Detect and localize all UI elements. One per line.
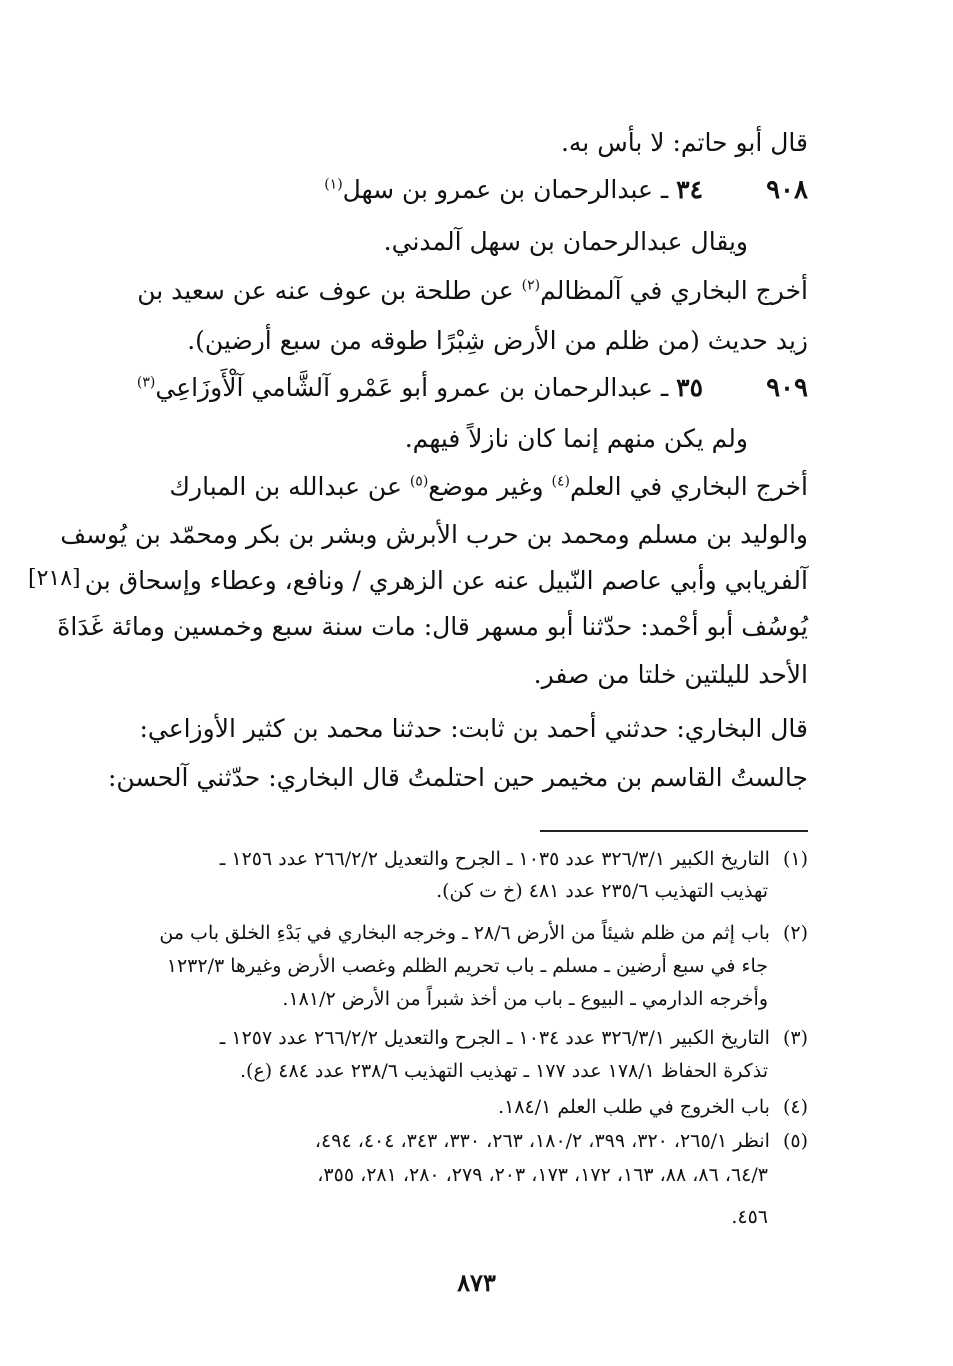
footnote-3-line-2: تذكرة الحفاظ ١٧٨/١ عدد ١٧٧ ـ تهذيب التهذيب ٢٣٨/٦ عدد ٤٨٤ (ع). bbox=[240, 1060, 768, 1082]
footnote-2-line-2: جاء في سبع أرضين ـ مسلم ـ باب تحريم الظلم وغصب الأرض وغيرها ١٢٣٢/٣ bbox=[166, 955, 768, 977]
entry-909-text-1a: أخرج البخاري في العلم bbox=[569, 472, 808, 501]
entry-title-909 bbox=[137, 373, 703, 402]
page-number: ٨٧٣ bbox=[457, 1268, 496, 1297]
entry-909-text-line-6: قال البخاري: حدثني أحمد بن ثابت: حدثنا محمد بن كثير الأوزاعي: bbox=[139, 714, 808, 743]
footnote-mark-2: (٢) bbox=[521, 277, 541, 294]
footnote-mark-1: (١) bbox=[324, 176, 343, 193]
margin-page-reference: [٢١٨] bbox=[28, 566, 81, 591]
footnote-4-text-1: باب الخروج في طلب العلم ١٨٤/١. bbox=[498, 1096, 770, 1118]
entry-909-text-1c: عن عبدالله بن المبارك bbox=[169, 472, 410, 501]
footnote-1-text-1: التاريخ الكبير ٣٢٦/٣/١ عدد ١٠٣٥ ـ الجرح والتعديل ٢٦٦/٢/٢ عدد ١٢٥٦ ـ bbox=[219, 848, 770, 870]
entry-909-text-line-3: آلفريابي وأبي عاصم النّبيل عنه عن الزهري / ونافع، وعطاء وإسحاق بن bbox=[84, 566, 808, 595]
entry-908-text-1b: عن طلحة بن عوف عنه عن سعيد بن bbox=[137, 276, 522, 305]
entry-908-text-1a: أخرج البخاري في آلمظالم bbox=[540, 276, 808, 305]
entry-909-note: ولم يكن منهم إنما كان نازلاً فيهم. bbox=[404, 424, 748, 453]
footnote-3-text-1: التاريخ الكبير ٣٢٦/٣/١ عدد ١٠٣٤ ـ الجرح والتعديل ٢٦٦/٢/٢ عدد ١٢٥٧ ـ bbox=[219, 1027, 770, 1049]
footnote-mark-4: (٤) bbox=[551, 473, 570, 490]
entry-909-text-line-4: يُوسُف أبو أحْمد: حدّثنا أبو مسهر قال: مات سنة سبع وخمسين ومائة غَدَاةَ bbox=[57, 612, 808, 641]
entry-909-text-line-5: الأحد لليلتين خلتا من صفر. bbox=[533, 660, 808, 689]
entry-909-text-1b: وغير موضع bbox=[428, 472, 552, 501]
footnote-5-number: (٥) bbox=[782, 1130, 808, 1152]
body-line-abu-hatim: قال أبو حاتم: لا بأس به. bbox=[560, 128, 808, 157]
footnote-5-line-3: ٤٥٦. bbox=[731, 1206, 768, 1228]
footnote-5-text-1: انظر ٢٦٥/١، ٣٢٠، ٣٩٩، ١٨٠/٢، ٢٦٣، ٣٣٠، ٣٤٣، ٤٠٤، ٤٩٤، bbox=[314, 1130, 770, 1152]
footnote-separator bbox=[540, 830, 808, 832]
footnote-1-line-1 bbox=[108, 848, 808, 871]
footnote-4-line-1 bbox=[108, 1096, 808, 1119]
footnote-mark-5: (٥) bbox=[409, 473, 429, 490]
entry-909-text-line-2: والوليد بن مسلم ومحمد بن حرب الأبرش وبشر بن بكر ومحمّد بن يُوسف bbox=[60, 520, 808, 549]
entry-seq-908: ٣٤ bbox=[676, 175, 703, 204]
entry-name-908: ـ عبدالرحمان بن عمرو بن سهل bbox=[342, 175, 669, 204]
entry-908-text-line-2: زيد حديث (من ظلم من الأرض شِبْرًا طوقه من سبع أرضين). bbox=[187, 326, 808, 355]
entry-909-text-line-7: جالستُ القاسم بن مخيمر حين احتلمتُ قال البخاري: حدّثني آلحسن: bbox=[107, 763, 808, 792]
footnote-3-number: (٣) bbox=[782, 1027, 808, 1049]
entry-number-909: ٩٠٩ bbox=[766, 373, 808, 403]
entry-908-alt-name: ويقال عبدالرحمان بن سهل آلمدني. bbox=[383, 227, 748, 256]
entry-909-text-line-1 bbox=[108, 472, 808, 502]
footnote-1-number: (١) bbox=[782, 848, 808, 870]
entry-number-908: ٩٠٨ bbox=[766, 175, 808, 205]
entry-name-909: ـ عبدالرحمان بن عمرو أبو عَمْرو آلشَّامي آلْأَوزَاعِي bbox=[155, 373, 669, 402]
footnote-5-line-2: ٦٤/٣، ٨٦، ٨٨، ١٦٣، ١٧٢، ١٧٣، ٢٠٣، ٢٧٩، ٢٨٠، ٢٨١، ٣٥٥، bbox=[317, 1164, 768, 1186]
footnote-2-number: (٢) bbox=[782, 922, 808, 944]
footnote-4-number: (٤) bbox=[782, 1096, 808, 1118]
footnote-5-line-1 bbox=[108, 1130, 808, 1153]
footnote-2-line-3: وأخرجه الدارمي ـ البيوع ـ باب من أخذ شبراً من الأرض ١٨١/٢. bbox=[282, 988, 768, 1010]
entry-title-908 bbox=[324, 175, 703, 204]
footnote-1-line-2: تهذيب التهذيب ٢٣٥/٦ عدد ٤٨١ (خ ت كن). bbox=[436, 880, 768, 902]
entry-908-text-line-1 bbox=[108, 276, 808, 306]
entry-seq-909: ٣٥ bbox=[676, 373, 703, 402]
footnote-2-text-1: باب إثم من ظلم شيئاً من الأرض ٢٨/٦ ـ وخرجه البخاري في بَدْءِ الخلق باب من bbox=[159, 922, 770, 944]
footnote-mark-3: (٣) bbox=[136, 374, 156, 391]
footnote-3-line-1 bbox=[108, 1027, 808, 1050]
footnote-2-line-1 bbox=[108, 922, 808, 945]
